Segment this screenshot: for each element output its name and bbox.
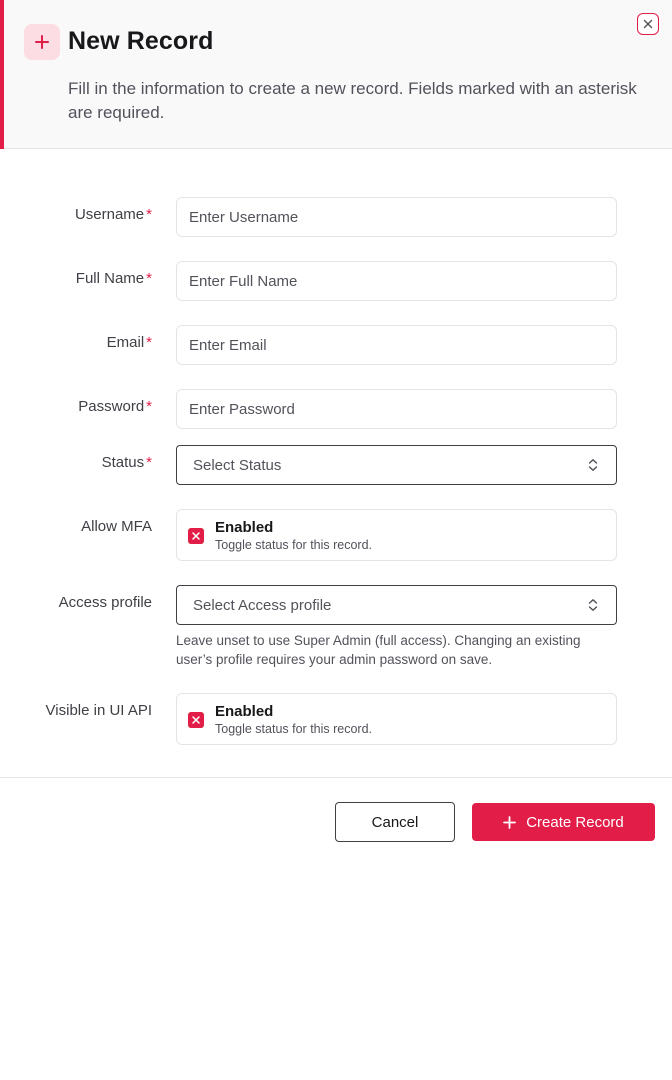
access-profile-select[interactable] [176,585,617,625]
access-profile-help: Leave unset to use Super Admin (full access). Changing an existing user’s profile requires your admin password on save. [176,633,581,667]
status-label: Status * [101,454,152,471]
close-button[interactable] [637,13,659,35]
allow-mfa-toggle[interactable] [176,509,617,561]
access-profile-select-value: Select Access profile [193,596,332,614]
visible-in-ui-api-toggle[interactable] [176,693,617,745]
toggle-checkbox[interactable] [188,528,204,544]
close-icon [643,19,653,29]
toggle-subtitle: Toggle status for this record. [215,538,373,552]
email-input[interactable] [176,325,617,365]
email-label: Email * [106,334,152,351]
create-record-label: Create Record [526,813,624,831]
header-accent-bar [0,0,4,149]
required-marker: * [146,334,152,351]
status-select-value: Select Status [193,456,282,474]
dialog-footer [0,777,672,867]
toggle-title: Enabled [215,703,274,720]
username-input[interactable] [176,197,617,237]
toggle-subtitle: Toggle status for this record. [215,722,373,736]
allow-mfa-label: Allow MFA [81,518,152,535]
access-profile-label: Access profile [58,594,152,611]
full-name-label: Full Name * [75,270,152,287]
required-marker: * [146,398,152,415]
dialog-header [0,0,672,149]
required-marker: * [146,270,152,287]
x-icon [192,716,200,724]
password-label: Password * [78,398,152,415]
required-marker: * [146,206,152,223]
required-marker: * [146,454,152,471]
plus-icon [503,816,516,829]
x-icon [192,532,200,540]
visible-in-ui-api-label: Visible in UI API [45,702,152,719]
plus-icon [24,24,60,60]
cancel-button[interactable]: Cancel [335,802,455,842]
toggle-title: Enabled [215,519,274,536]
full-name-input[interactable] [176,261,617,301]
password-input[interactable] [176,389,617,429]
status-select[interactable] [176,445,617,485]
dialog-title: New Record [68,27,214,55]
username-label: Username * [74,206,152,223]
chevron-up-down-icon [587,598,599,612]
chevron-up-down-icon [587,458,599,472]
create-record-button[interactable] [472,803,655,841]
dialog-description: Fill in the information to create a new record. Fields marked with an asterisk are required. [68,79,637,122]
toggle-checkbox[interactable] [188,712,204,728]
